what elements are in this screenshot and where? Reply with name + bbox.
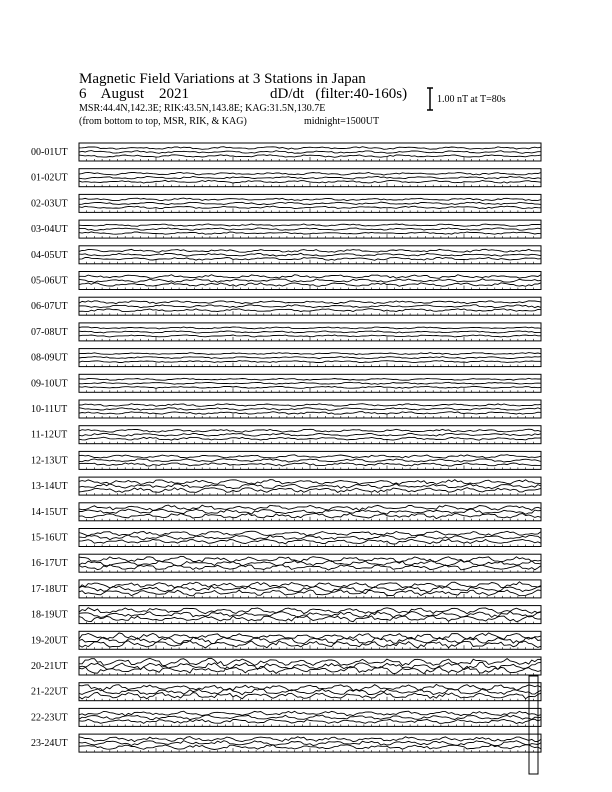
row-10-11UT [31,400,541,418]
trace-KAG [79,505,541,511]
scale-bar [427,88,433,110]
row-04-05UT [31,246,541,264]
trace-MSR [79,412,541,415]
trace-RIK [79,228,541,230]
trace-RIK [79,305,541,308]
row-label: 05-06UT [31,275,68,287]
row-label: 02-03UT [31,198,68,210]
row-16-17UT [31,554,541,572]
trace-MSR [79,309,541,312]
stations-line: MSR:44.4N,142.3E; RIK:43.5N,143.8E; KAG:31.5N,130.7E [79,103,326,114]
trace-RIK [79,382,541,384]
row-08-09UT [31,349,541,367]
trace-MSR [79,155,541,158]
date-line: 6 August 2021 [79,86,190,102]
trace-KAG [79,455,541,458]
row-label: 13-14UT [31,481,68,493]
row-label: 08-09UT [31,352,68,364]
trace-RIK [79,151,541,154]
scale-bar-label: 1.00 nT at T=80s [437,94,506,105]
row-label: 18-19UT [31,609,68,621]
row-15-16UT [31,529,541,547]
trace-KAG [79,429,541,432]
row-09-10UT [31,374,541,392]
trace-KAG [79,582,541,588]
trace-KAG [79,684,541,690]
row-label: 10-11UT [31,404,68,415]
trace-KAG [79,198,541,201]
row-label: 00-01UT [31,147,68,158]
row-label: 07-08UT [31,326,68,338]
row-label: 19-20UT [31,635,68,647]
trace-KAG [79,327,541,329]
trace-KAG [79,172,541,175]
row-14-15UT [31,503,541,521]
row-label: 20-21UT [31,661,68,672]
trace-KAG [79,531,541,536]
row-23-24UT [31,734,541,752]
row-label: 14-15UT [31,506,68,518]
trace-KAG [79,147,541,150]
row-label: 22-23UT [31,712,68,724]
row-12-13UT [31,451,541,469]
trace-RIK [79,560,541,566]
trace-RIK [79,408,541,411]
series-order-line: (from bottom to top, MSR, RIK, & KAG) [79,116,247,127]
trace-MSR [79,232,541,234]
row-11-12UT [31,426,541,444]
trace-RIK [79,689,541,695]
midnight-line: midnight=1500UT [304,116,380,127]
row-21-22UT [31,683,541,701]
row-07-08UT [31,323,541,341]
trace-RIK [79,279,541,283]
row-05-06UT [31,272,541,290]
row-13-14UT [31,477,541,495]
trace-KAG [79,249,541,252]
trace-RIK [79,741,541,746]
row-label: 12-13UT [31,455,68,467]
row-19-20UT [31,631,541,649]
row-label: 16-17UT [31,558,68,570]
row-20-21UT [31,657,541,675]
row-06-07UT [31,297,541,315]
row-03-04UT [31,220,541,238]
trace-RIK [79,459,541,462]
trace-RIK [79,509,541,514]
trace-KAG [79,633,541,640]
trace-KAG [79,224,541,226]
trace-KAG [79,275,541,279]
row-label: 03-04UT [31,224,68,236]
trace-MSR [79,180,541,183]
row-label: 21-22UT [31,686,68,698]
trace-RIK [79,433,541,436]
row-01-02UT [31,169,541,187]
row-02-03UT [31,194,541,212]
row-label: 04-05UT [31,249,68,261]
row-17-18UT [31,580,541,598]
trace-MSR [79,361,541,363]
row-18-19UT [31,606,541,624]
trace-RIK [79,612,541,618]
row-label: 06-07UT [31,301,68,313]
trace-RIK [79,715,541,720]
trace-RIK [79,535,541,540]
row-label: 01-02UT [31,172,68,184]
trace-KAG [79,480,541,485]
trace-KAG [79,711,541,716]
row-label: 11-12UT [31,429,68,441]
trace-KAG [79,378,541,380]
chart-title: Magnetic Field Variations at 3 Stations in Japan [79,71,366,87]
row-label: 23-24UT [31,738,68,750]
trace-RIK [79,253,541,256]
row-00-01UT [31,143,541,161]
trace-MSR [79,386,541,388]
trace-KAG [79,556,541,562]
trace-RIK [79,202,541,204]
filter-line: dD/dt (filter:40-160s) [270,86,408,102]
trace-MSR [79,206,541,208]
trace-RIK [79,331,541,333]
trace-RIK [79,484,541,489]
trace-KAG [79,301,541,304]
row-label: 17-18UT [31,583,68,595]
row-label: 09-10UT [31,378,68,390]
trace-KAG [79,404,541,407]
trace-KAG [79,353,541,355]
trace-MSR [79,335,541,337]
trace-RIK [79,357,541,359]
row-22-23UT [31,708,541,726]
row-label: 15-16UT [31,532,68,544]
trace-RIK [79,177,541,179]
